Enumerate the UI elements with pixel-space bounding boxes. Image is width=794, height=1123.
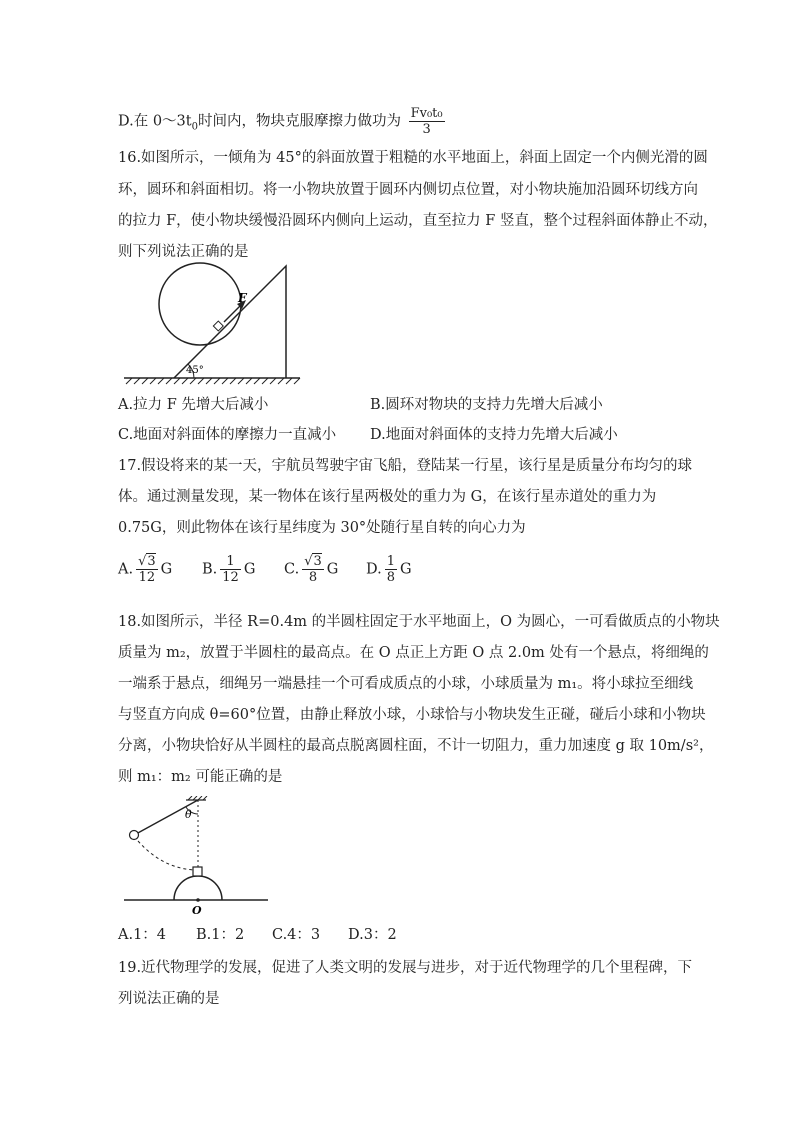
q17-optc-fraction — [302, 554, 324, 585]
force-label: F — [238, 291, 247, 305]
q17-optb-num: 1 — [220, 554, 241, 570]
ground-hatch — [126, 378, 300, 384]
q15-optd-prefix: D.在 0～3t — [118, 113, 192, 130]
center-label: O — [192, 904, 202, 917]
q15-option-d — [118, 106, 448, 137]
incline — [174, 266, 286, 378]
q17-optb-label: B. — [202, 561, 218, 578]
q18-figure — [122, 796, 272, 920]
q17-opta-label: A. — [118, 561, 134, 578]
q19-line-2: 列说法正确的是 — [118, 991, 220, 1007]
q18-option-c: C.4：3 — [272, 927, 321, 943]
q16-option-c: C.地面对斜面体的摩擦力一直减小 — [118, 427, 337, 443]
q17-optc-radicand: 3 — [313, 554, 322, 569]
q15-optd-sub: 0 — [191, 121, 198, 133]
q17-option-a — [118, 554, 172, 585]
q17-opta-fraction — [136, 554, 158, 585]
q17-optb-den: 12 — [222, 570, 239, 585]
q16-option-b: B.圆环对物块的支持力先增大后减小 — [370, 397, 603, 413]
q17-opta-radicand: 3 — [147, 554, 156, 569]
swing-path — [138, 841, 194, 870]
q18-option-b: B.1：2 — [196, 927, 245, 943]
q17-optb-unit: G — [243, 561, 256, 578]
q15-optd-mid: 时间内，物块克服摩擦力做功为 — [197, 113, 401, 130]
q18-option-d: D.3：2 — [348, 927, 397, 943]
q18-line-1: 18.如图所示，半径 R=0.4m 的半圆柱固定于水平地面上，O 为圆心，一可看做质点的小物块 — [118, 614, 720, 630]
ball — [130, 831, 139, 840]
small-block — [193, 867, 202, 876]
q17-optc-den: 8 — [308, 570, 318, 585]
q18-line-6: 则 m₁：m₂ 可能正确的是 — [118, 769, 283, 785]
q16-line-2: 环，圆环和斜面相切。将一小物块放置于圆环内侧切点位置，对小物块施加沿圆环切线方向 — [118, 182, 698, 198]
ring — [159, 263, 241, 345]
half-cylinder — [174, 876, 222, 900]
q17-optd-den: 8 — [386, 570, 395, 585]
q17-option-d — [366, 554, 412, 585]
angle-label: 45° — [186, 365, 204, 376]
q16-figure — [120, 260, 310, 386]
q17-optc-label: C. — [284, 561, 300, 578]
q17-line-3: 0.75G，则此物体在该行星纬度为 30°处随行星自转的向心力为 — [118, 520, 526, 536]
q16-line-1: 16.如图所示，一倾角为 45°的斜面放置于粗糙的水平地面上，斜面上固定一个内侧光滑的圆 — [118, 150, 708, 166]
center-point — [196, 898, 200, 902]
q17-optc-num: √3 — [304, 554, 322, 569]
q17-opta-den: 12 — [138, 570, 156, 585]
q18-option-a: A.1：4 — [118, 927, 167, 943]
q17-optd-label: D. — [366, 561, 382, 578]
q17-optc-unit: G — [326, 561, 339, 578]
q15-optd-fraction — [409, 106, 445, 137]
q18-line-4: 与竖直方向成 θ=60°位置，由静止释放小球，小球恰与小物块发生正碰，碰后小球和小物块 — [118, 707, 706, 723]
q17-optd-num: 1 — [386, 554, 395, 569]
q17-opta-num: √3 — [138, 554, 156, 569]
q17-optd-fraction — [385, 554, 397, 585]
theta-label: θ — [185, 808, 192, 821]
q18-line-3: 一端系于悬点，细绳另一端悬挂一个可看成质点的小球，小球质量为 m₁。将小球拉至细线 — [118, 676, 694, 692]
q17-line-2: 体。通过测量发现，某一物体在该行星两极处的重力为 G，在该行星赤道处的重力为 — [118, 489, 657, 505]
q17-optd-unit: G — [400, 561, 412, 578]
q17-optb-fraction — [220, 554, 241, 585]
q17-line-1: 17.假设将来的某一天，宇航员驾驶宇宙飞船，登陆某一行星，该行星是质量分布均匀的球 — [118, 458, 693, 474]
q16-line-4: 则下列说法正确的是 — [118, 244, 249, 260]
q18-line-2: 质量为 m₂，放置于半圆柱的最高点。在 O 点正上方距 O 点 2.0m 处有一个悬点，将细绳的 — [118, 645, 709, 661]
q15-optd-den: 3 — [422, 122, 431, 137]
q16-option-a: A.拉力 F 先增大后减小 — [118, 397, 269, 413]
q18-line-5: 分离，小物块恰好从半圆柱的最高点脱离圆柱面，不计一切阻力，重力加速度 g 取 10m/s²， — [118, 738, 714, 754]
q17-opta-unit: G — [160, 561, 173, 578]
q19-line-1: 19.近代物理学的发展，促进了人类文明的发展与进步，对于近代物理学的几个里程碑，下 — [118, 960, 693, 976]
q16-line-3: 的拉力 F，使小物块缓慢沿圆环内侧向上运动，直至拉力 F 竖直，整个过程斜面体静止不动， — [118, 213, 718, 229]
q17-option-b — [202, 554, 255, 585]
q17-option-c — [284, 554, 338, 585]
q15-optd-num: Fv₀t₀ — [410, 106, 443, 121]
q16-option-d: D.地面对斜面体的支持力先增大后减小 — [370, 427, 618, 443]
